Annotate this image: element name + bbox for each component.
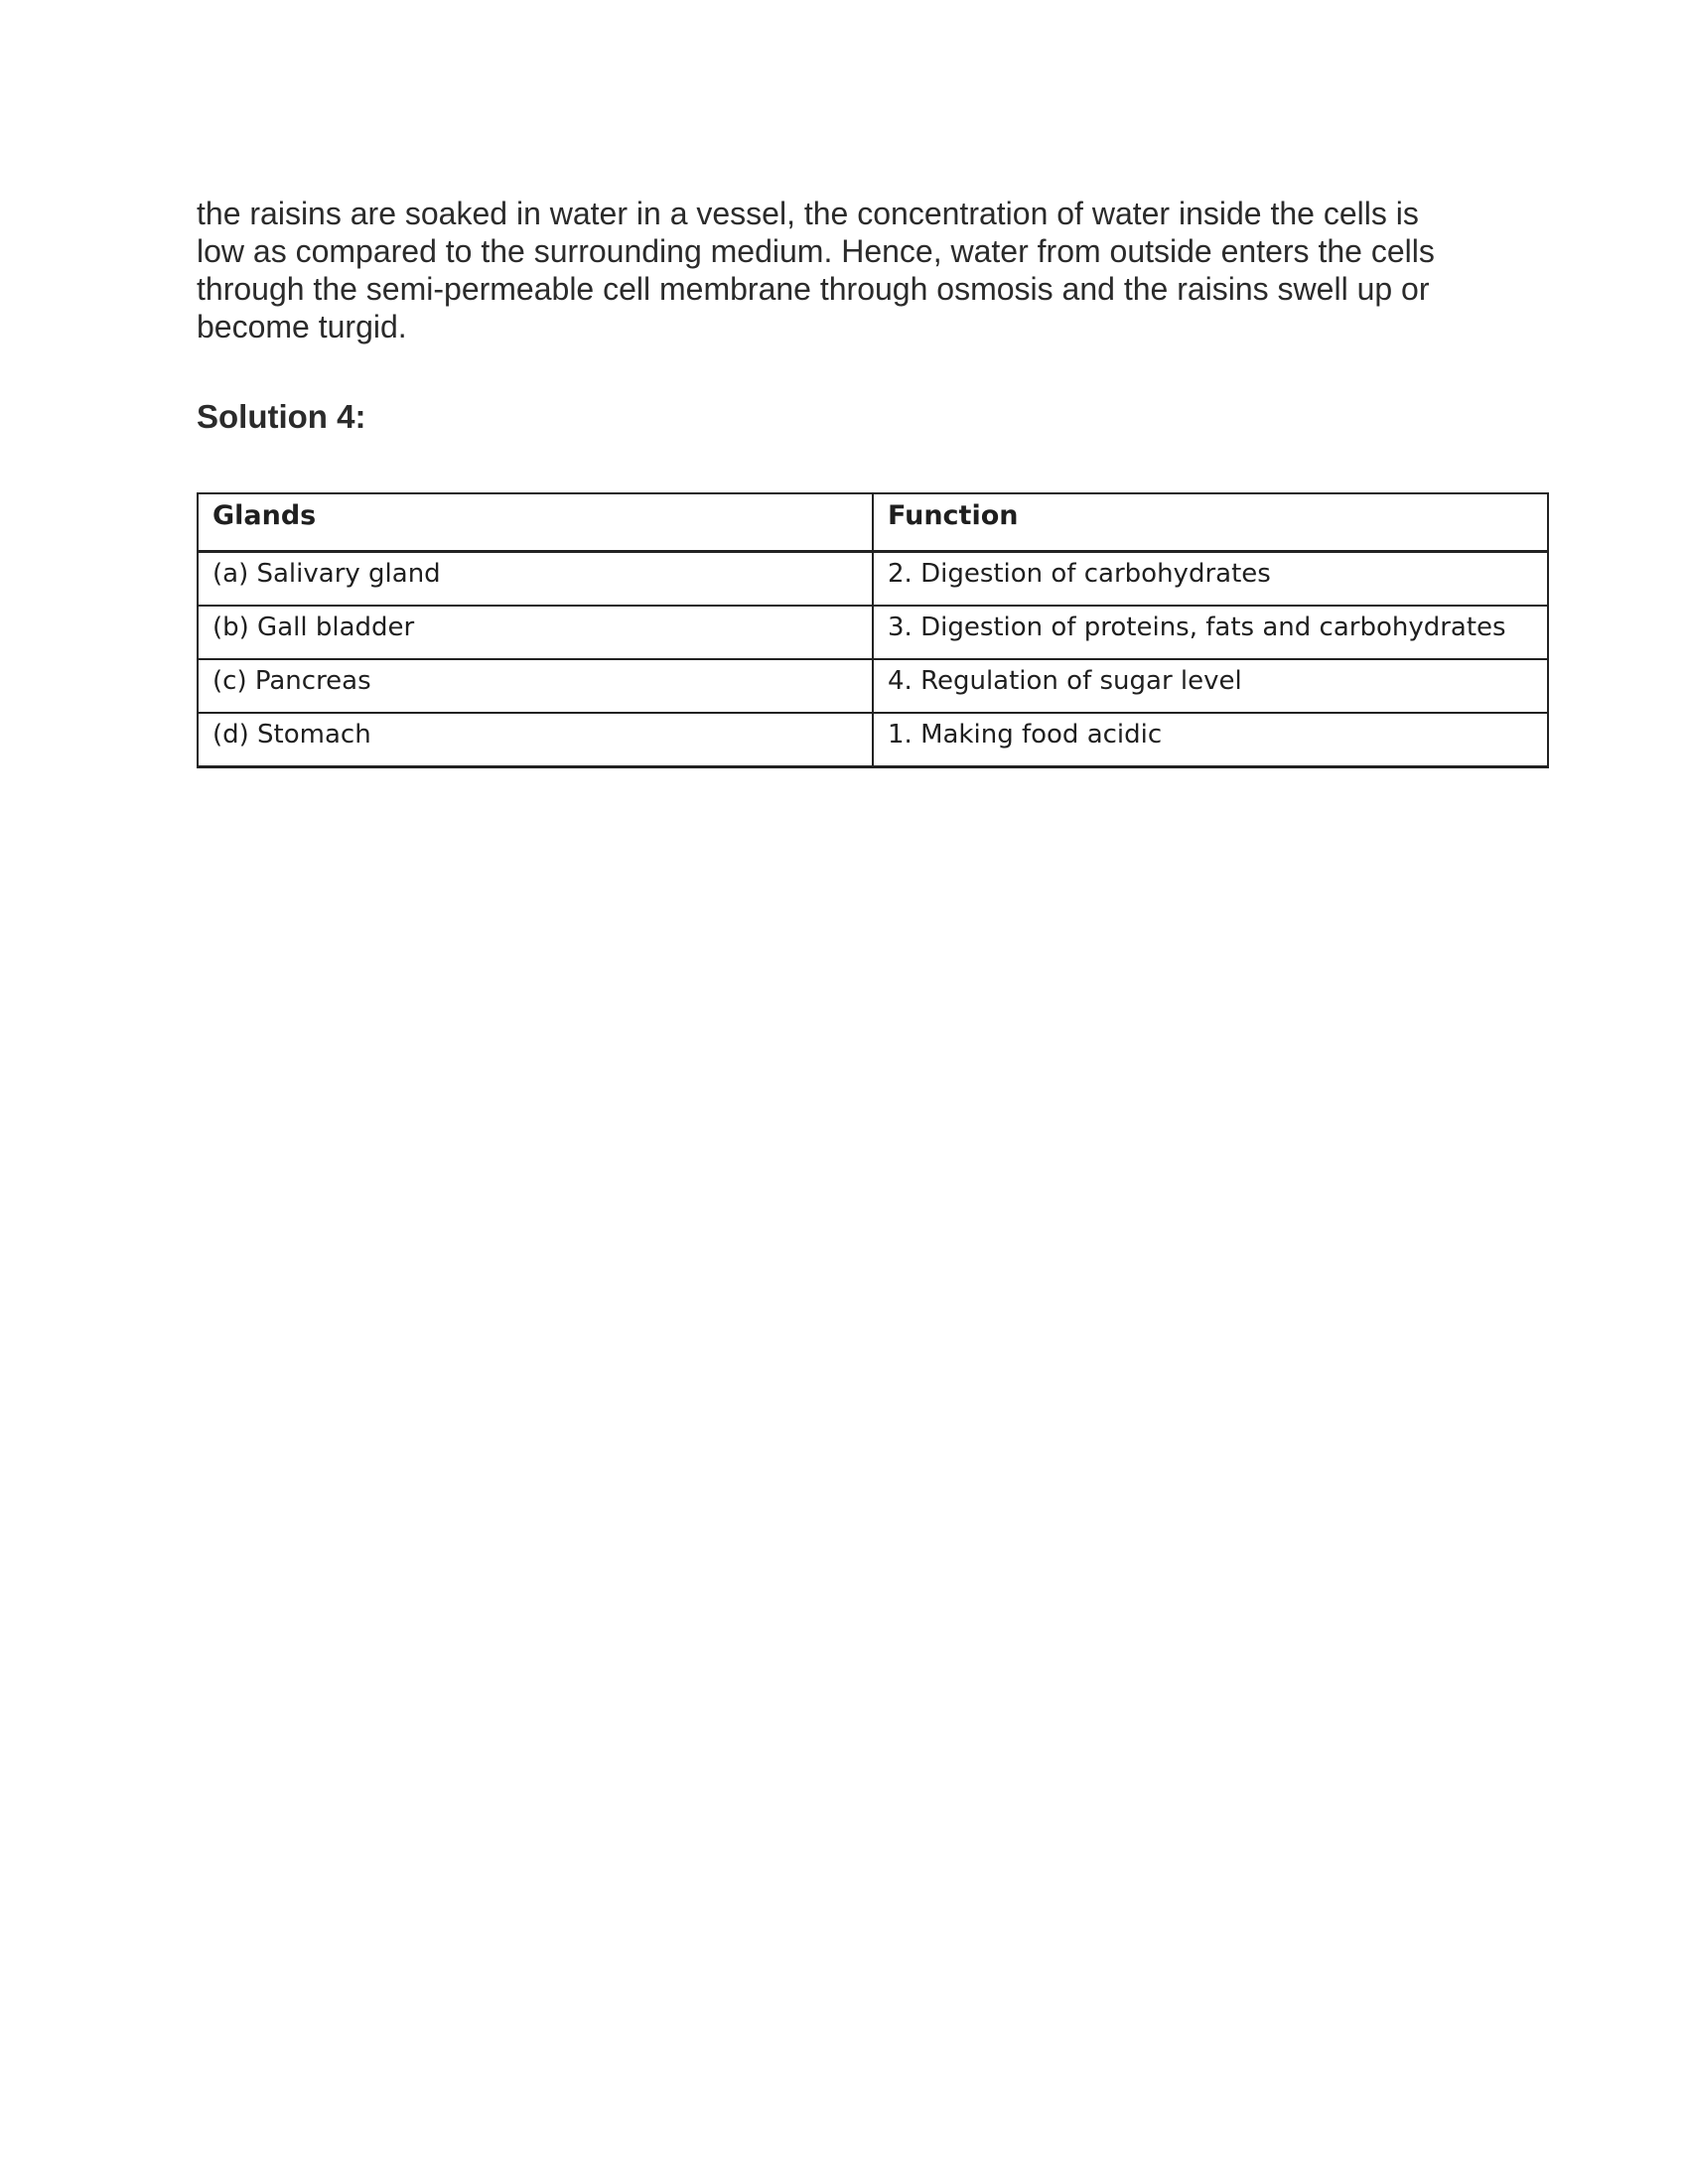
- function-cell: 2. Digestion of carbohydrates: [873, 552, 1548, 607]
- table-row: [198, 552, 1548, 607]
- table-row: [198, 713, 1548, 767]
- gland-cell: (a) Salivary gland: [198, 552, 873, 607]
- paragraph-line: through the semi-permeable cell membrane through osmosis and the raisins swell up or: [197, 271, 1430, 307]
- section-heading: Solution 4:: [197, 398, 366, 435]
- table-row: [198, 606, 1548, 659]
- function-cell: 3. Digestion of proteins, fats and carbohydrates: [873, 606, 1548, 659]
- gland-cell: (c) Pancreas: [198, 659, 873, 713]
- paragraph-line: become turgid.: [197, 309, 407, 344]
- gland-cell: (b) Gall bladder: [198, 606, 873, 659]
- document-page: [197, 195, 1547, 750]
- function-cell: 4. Regulation of sugar level: [873, 659, 1548, 713]
- function-cell: 1. Making food acidic: [873, 713, 1548, 767]
- column-header-function: Function: [873, 493, 1548, 552]
- body-paragraph: [197, 195, 1547, 345]
- column-header-glands: Glands: [198, 493, 873, 552]
- table-row: [198, 659, 1548, 713]
- paragraph-line: the raisins are soaked in water in a vessel, the concentration of water inside the cells is: [197, 196, 1419, 231]
- paragraph-line: low as compared to the surrounding medium. Hence, water from outside enters the cells: [197, 233, 1435, 269]
- table-header-row: [198, 493, 1548, 552]
- glands-function-table: [197, 492, 1549, 768]
- gland-cell: (d) Stomach: [198, 713, 873, 767]
